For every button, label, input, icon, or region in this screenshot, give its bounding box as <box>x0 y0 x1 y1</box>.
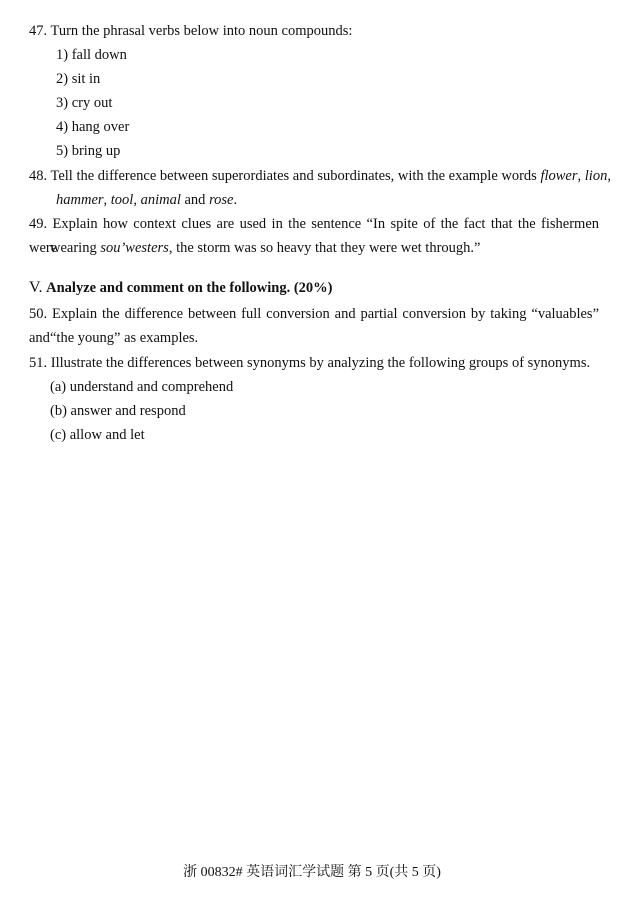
separator: , <box>607 168 611 184</box>
question-number: 47. <box>29 23 48 39</box>
conjunction: and <box>184 192 206 208</box>
question-text: , the storm was so heavy that they were wet through.” <box>168 240 481 256</box>
question-number: 50. <box>29 306 48 322</box>
section-numeral: V. <box>29 279 43 296</box>
example-word: hammer <box>56 192 104 208</box>
list-item: 3) cry out <box>56 95 113 111</box>
question-text: Turn the phrasal verbs below into noun compounds: <box>50 23 353 39</box>
example-word: sou’westers <box>100 240 169 256</box>
section-heading <box>29 276 333 300</box>
list-item: (a) understand and comprehend <box>50 379 234 395</box>
question-51-prompt <box>29 351 590 375</box>
question-text: wearing <box>50 240 97 256</box>
question-number: 49. <box>29 216 48 232</box>
question-text: Explain how context clues are used in the sentence “In spite of the fact that the fishermen were <box>29 216 599 256</box>
example-word: lion <box>584 168 608 184</box>
separator: , <box>577 168 582 184</box>
question-text: Explain the difference between full conversion and partial conversion by taking “valuables” and <box>29 306 600 346</box>
list-item: 2) sit in <box>56 71 101 87</box>
question-50-line-2: “the young” as examples. <box>50 330 199 346</box>
page-footer: 浙 00832# 英语词汇学试题 第 5 页(共 5 页) <box>183 865 441 880</box>
period: . <box>233 192 238 208</box>
question-48-line-2 <box>56 188 237 212</box>
list-item: (b) answer and respond <box>50 403 186 419</box>
question-48-line-1 <box>29 164 611 188</box>
separator: , <box>103 192 108 208</box>
list-item: 4) hang over <box>56 119 130 135</box>
question-text: Illustrate the differences between synonyms by analyzing the following groups of synonyms. <box>50 355 591 371</box>
section-percent: (20%) <box>293 280 333 296</box>
list-item: (c) allow and let <box>50 427 145 443</box>
example-word: animal <box>140 192 181 208</box>
example-word: rose <box>209 192 234 208</box>
section-title: Analyze and comment on the following. <box>46 280 291 296</box>
question-49-line-2 <box>50 236 480 260</box>
list-item: 1) fall down <box>56 47 127 63</box>
question-number: 48. <box>29 168 48 184</box>
question-text: Tell the difference between superordiates and subordinates, with the example words <box>50 168 537 184</box>
separator: , <box>133 192 137 208</box>
example-word: flower <box>540 168 578 184</box>
example-word: tool <box>110 192 134 208</box>
list-item: 5) bring up <box>56 143 121 159</box>
question-number: 51. <box>29 355 48 371</box>
question-47-prompt <box>29 19 352 43</box>
